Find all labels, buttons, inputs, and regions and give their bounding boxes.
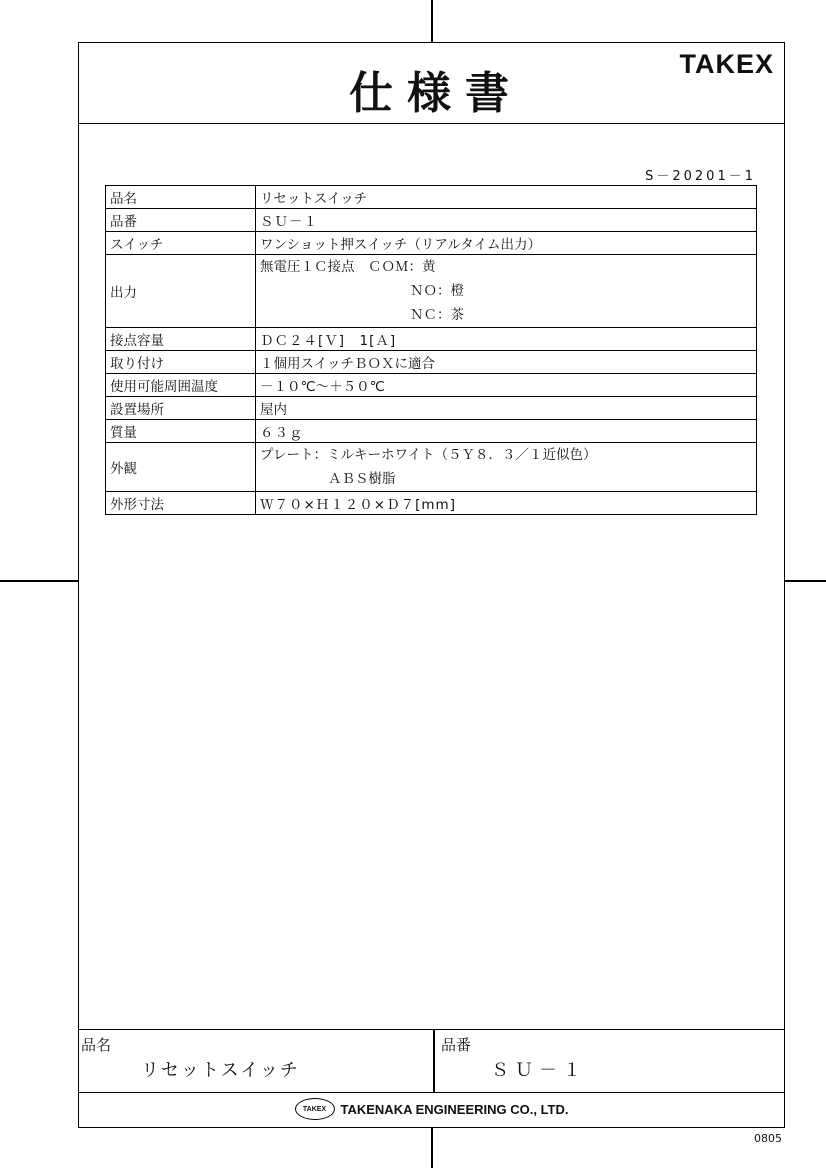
row-value: １個用スイッチＢＯＸに適合 [256, 351, 757, 374]
spec-sheet-frame [78, 42, 785, 1128]
table-row [106, 492, 757, 515]
company-name: TAKENAKA ENGINEERING CO., LTD. [340, 1101, 569, 1117]
brand-logo: TAKEX [679, 49, 774, 79]
row-value: リセットスイッチ [256, 186, 757, 209]
company-footer [79, 1091, 784, 1127]
row-value: 屋内 [256, 397, 757, 420]
row-label: 接点容量 [106, 328, 256, 351]
table-row [106, 351, 757, 374]
row-label: 設置場所 [106, 397, 256, 420]
revision-code: 0805 [754, 1132, 782, 1145]
row-value-multiline [256, 443, 757, 492]
row-value-multiline [256, 255, 757, 328]
row-label: 質量 [106, 420, 256, 443]
document-code: S－20201－1 [645, 169, 756, 184]
footer-name-value: リセットスイッチ [141, 1060, 300, 1081]
row-label: スイッチ [106, 232, 256, 255]
row-label: 品名 [106, 186, 256, 209]
table-row [106, 186, 757, 209]
row-value: Ｗ７０×Ｈ１２０×Ｄ７[mm] [256, 492, 757, 515]
crop-mark-left [0, 580, 78, 582]
output-line-com: 無電圧１Ｃ接点 ＣＯＭ：黄 [260, 259, 436, 275]
row-label: 外形寸法 [106, 492, 256, 515]
row-label: 外観 [106, 443, 256, 492]
appearance-line-plate: プレート：ミルキーホワイト（５Ｙ８．３／１近似色） [260, 447, 597, 463]
table-row [106, 328, 757, 351]
row-label: 出力 [106, 255, 256, 328]
footer-number-value: ＳＵ－１ [491, 1060, 587, 1081]
table-row [106, 420, 757, 443]
footer-name-label: 品名 [81, 1036, 112, 1054]
row-value: －１０℃～＋５０℃ [256, 374, 757, 397]
footer-product-block [79, 1029, 784, 1093]
crop-mark-right [785, 580, 826, 582]
crop-mark-top [431, 0, 433, 42]
row-value: ＤＣ２４[Ｖ] 1[Ａ] [256, 328, 757, 351]
crop-mark-bottom [431, 1128, 433, 1168]
footer-number-label: 品番 [441, 1036, 472, 1054]
table-row [106, 443, 757, 492]
output-line-no: ＮＯ：橙 [410, 283, 464, 299]
row-value: ワンショット押スイッチ（リアルタイム出力） [256, 232, 757, 255]
row-label: 品番 [106, 209, 256, 232]
company-logo: TAKEX [295, 1098, 335, 1120]
row-value: ６３ｇ [256, 420, 757, 443]
table-row [106, 232, 757, 255]
spec-table [105, 185, 757, 515]
table-row [106, 209, 757, 232]
footer-divider [433, 1030, 435, 1092]
sheet-header [79, 43, 784, 124]
output-line-nc: ＮＣ：茶 [410, 307, 464, 323]
row-label: 使用可能周囲温度 [106, 374, 256, 397]
row-label: 取り付け [106, 351, 256, 374]
table-row [106, 397, 757, 420]
table-row [106, 255, 757, 328]
row-value: ＳＵ－１ [256, 209, 757, 232]
table-row [106, 374, 757, 397]
page-title: 仕様書 [349, 68, 523, 119]
appearance-line-material: ＡＢＳ樹脂 [328, 471, 396, 487]
